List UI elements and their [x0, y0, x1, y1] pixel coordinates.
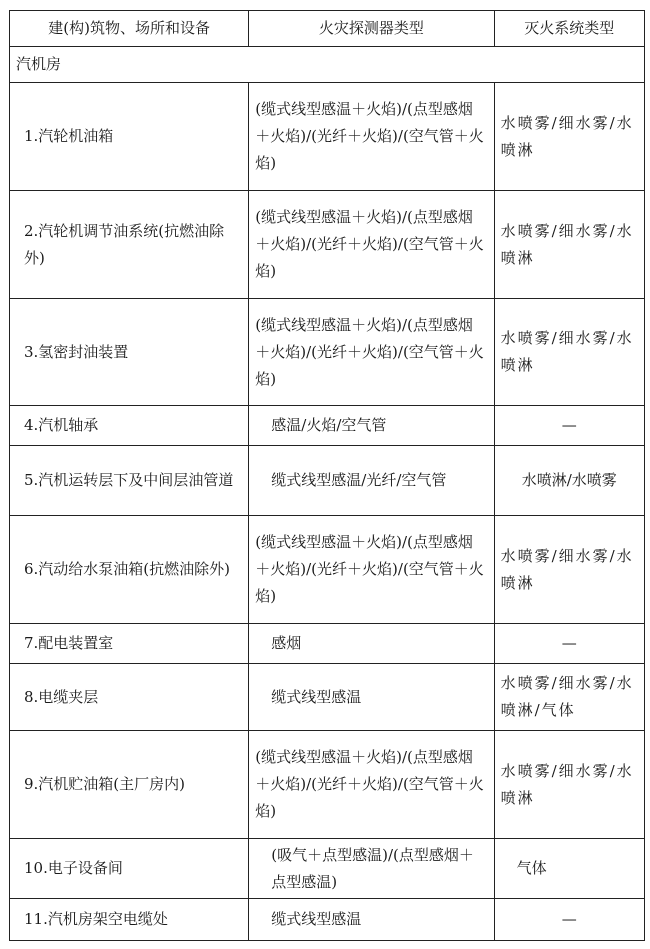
system-cell: 水喷雾/细水雾/水喷淋: [494, 191, 644, 299]
header-system: 灭火系统类型: [494, 11, 644, 47]
table-row: [10, 446, 645, 516]
table-row: [10, 516, 645, 624]
table-row: [10, 664, 645, 731]
table-row: [10, 731, 645, 839]
section-title: 汽机房: [10, 47, 645, 83]
detector-cell: (缆式线型感温＋火焰)/(点型感烟＋火焰)/(光纤＋火焰)/(空气管＋火焰): [249, 83, 494, 191]
place-cell: 10.电子设备间: [10, 839, 249, 899]
system-cell: 水喷雾/细水雾/水喷淋: [494, 516, 644, 624]
detector-cell: 感温/火焰/空气管: [249, 406, 494, 446]
detector-cell: 缆式线型感温/光纤/空气管: [249, 446, 494, 516]
detector-cell: (缆式线型感温＋火焰)/(点型感烟＋火焰)/(光纤＋火焰)/(空气管＋火焰): [249, 299, 494, 406]
table-row: [10, 839, 645, 899]
table-row: [10, 406, 645, 446]
system-cell: 水喷雾/细水雾/水喷淋: [494, 83, 644, 191]
place-cell: 3.氢密封油装置: [10, 299, 249, 406]
place-cell: 1.汽轮机油箱: [10, 83, 249, 191]
system-cell: 水喷淋/水喷雾: [494, 446, 644, 516]
detector-cell: (缆式线型感温＋火焰)/(点型感烟＋火焰)/(光纤＋火焰)/(空气管＋火焰): [249, 191, 494, 299]
section-row: [10, 47, 645, 83]
place-cell: 5.汽机运转层下及中间层油管道: [10, 446, 249, 516]
system-cell: —: [494, 624, 644, 664]
system-cell: —: [494, 899, 644, 941]
place-cell: 2.汽轮机调节油系统(抗燃油除外): [10, 191, 249, 299]
table-row: [10, 299, 645, 406]
system-cell: 水喷雾/细水雾/水喷淋/气体: [494, 664, 644, 731]
table-row: [10, 899, 645, 941]
detector-cell: 感烟: [249, 624, 494, 664]
place-cell: 7.配电装置室: [10, 624, 249, 664]
detector-cell: (缆式线型感温＋火焰)/(点型感烟＋火焰)/(光纤＋火焰)/(空气管＋火焰): [249, 731, 494, 839]
place-cell: 11.汽机房架空电缆处: [10, 899, 249, 941]
table-row: [10, 191, 645, 299]
system-cell: 气体: [494, 839, 644, 899]
fire-protection-table: [9, 10, 645, 941]
place-cell: 9.汽机贮油箱(主厂房内): [10, 731, 249, 839]
header-row: [10, 11, 645, 47]
table-row: [10, 624, 645, 664]
detector-cell: (吸气＋点型感温)/(点型感烟＋点型感温): [249, 839, 494, 899]
detector-cell: (缆式线型感温＋火焰)/(点型感烟＋火焰)/(光纤＋火焰)/(空气管＋火焰): [249, 516, 494, 624]
place-cell: 4.汽机轴承: [10, 406, 249, 446]
detector-cell: 缆式线型感温: [249, 664, 494, 731]
system-cell: 水喷雾/细水雾/水喷淋: [494, 731, 644, 839]
header-detector: 火灾探测器类型: [249, 11, 494, 47]
header-place: 建(构)筑物、场所和设备: [10, 11, 249, 47]
system-cell: —: [494, 406, 644, 446]
detector-cell: 缆式线型感温: [249, 899, 494, 941]
place-cell: 8.电缆夹层: [10, 664, 249, 731]
system-cell: 水喷雾/细水雾/水喷淋: [494, 299, 644, 406]
place-cell: 6.汽动给水泵油箱(抗燃油除外): [10, 516, 249, 624]
table-row: [10, 83, 645, 191]
